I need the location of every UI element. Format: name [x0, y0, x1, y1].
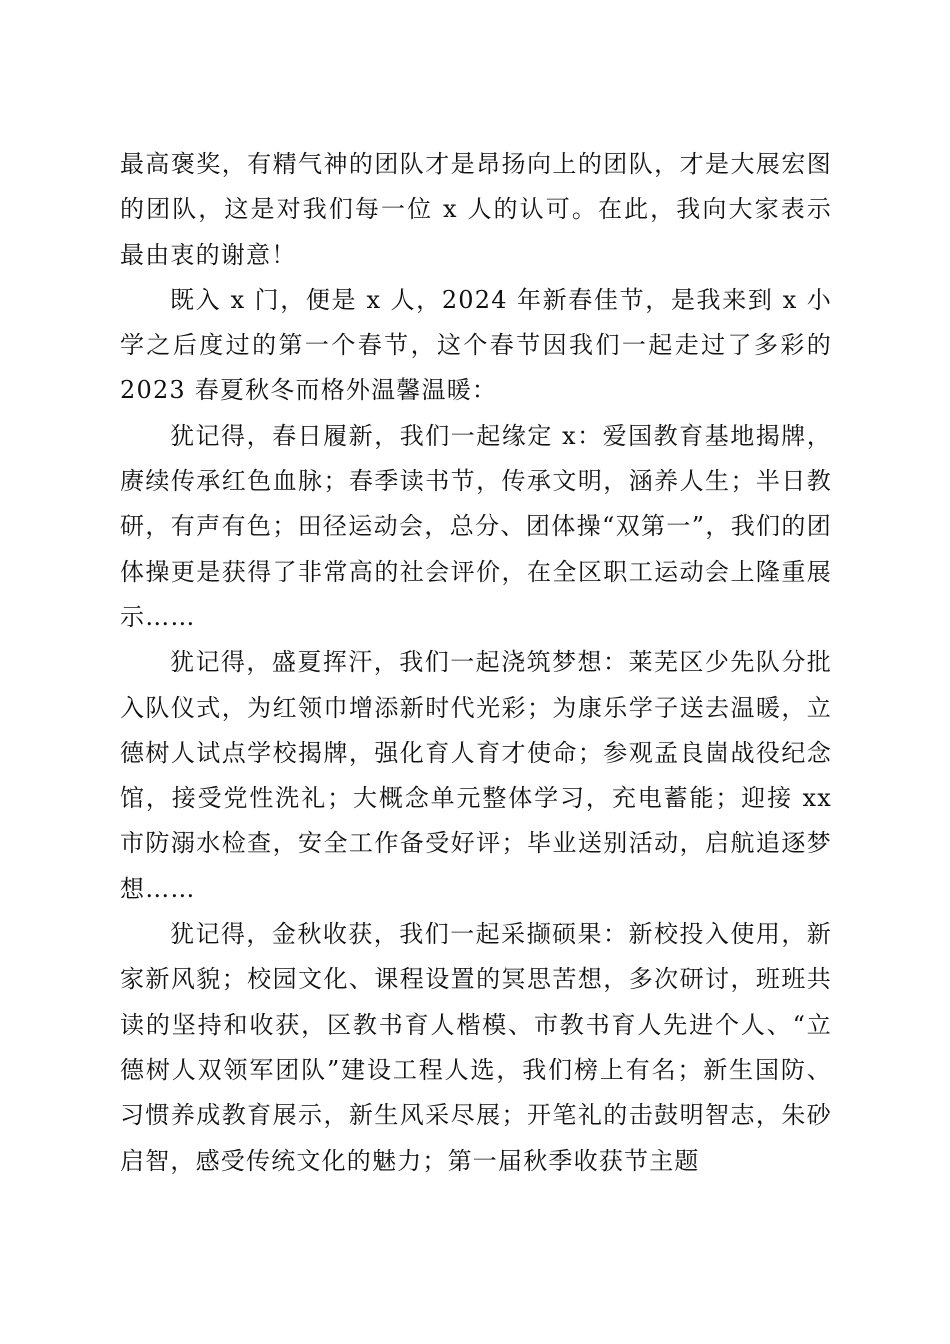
document-body — [120, 142, 832, 1184]
paragraph-1: 最高褒奖，有精气神的团队才是昂扬向上的团队，才是大展宏图的团队，这是对我们每一位 x 人的认可。在此，我向大家表示最由衷的谢意！ — [120, 150, 832, 269]
paragraph-4: 犹记得，盛夏挥汗，我们一起浇筑梦想：莱芜区少先队分批入队仪式，为红领巾增添新时代光彩；为康乐学子送去温暖，立德树人试点学校揭牌，强化育人育才使命；参观孟良崮战役纪念馆，接受党性洗礼；大概念单元整体学习，充电蓄能；迎接 xx 市防溺水检查，安全工作备受好评；毕业送别活动，启航追逐梦想…… — [120, 648, 832, 903]
paragraph-5: 犹记得，金秋收获，我们一起采撷硕果：新校投入使用，新家新风貌；校园文化、课程设置的冥思苦想，多次研讨，班班共读的坚持和收获，区教书育人楷模、市教书育人先进个人、“立德树人双领军团队”建设工程人选，我们榜上有名；新生国防、习惯养成教育展示，新生风采尽展；开笔礼的击鼓明智志，朱砂启智，感受传统文化的魅力；第一届秋季收获节主题 — [120, 920, 832, 1175]
paragraph-2: 既入 x 门，便是 x 人，2024 年新春佳节，是我来到 x 小学之后度过的第一个春节，这个春节因我们一起走过了多彩的 2023 春夏秋冬而格外温馨温暖： — [120, 285, 832, 405]
paragraph-3: 犹记得，春日履新，我们一起缘定 x：爱国教育基地揭牌，赓续传承红色血脉；春季读书节，传承文明，涵养人生；半日教研，有声有色；田径运动会，总分、团体操“双第一”，我们的团体操更是获得了非常高的社会评价，在全区职工运动会上隆重展示…… — [120, 421, 832, 631]
